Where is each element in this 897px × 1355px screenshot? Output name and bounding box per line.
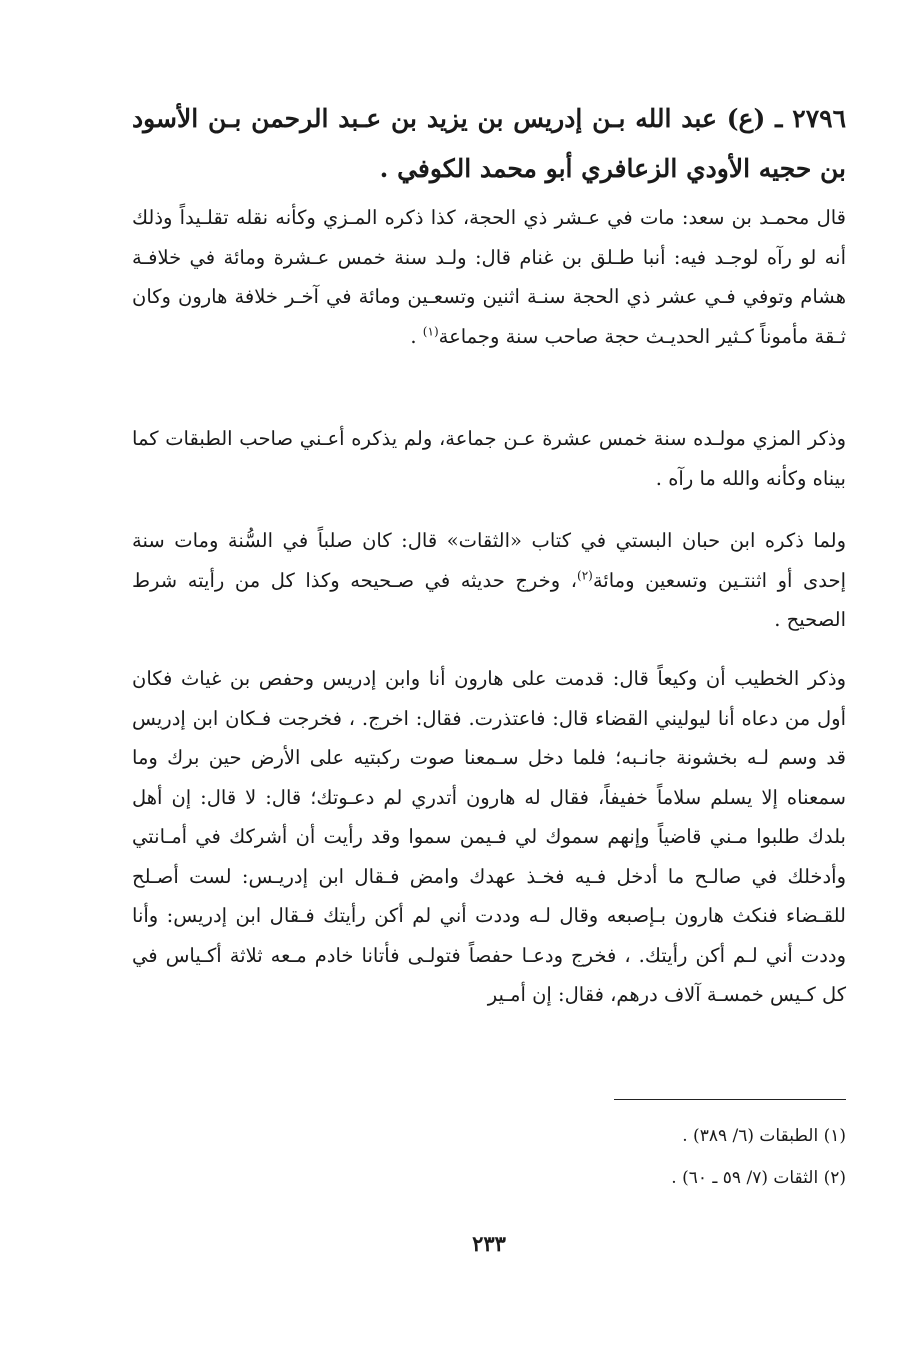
paragraph-text: ولما ذكره ابن حبان البستي في كتاب «الثقات» قال: كان صلباً في السُّنة ومات سنة إحدى أو اثنتـين وتسعين ومائة [132, 529, 846, 592]
footnote-1: (١) الطبقات (٦/ ٣٨٩) . [682, 1126, 846, 1146]
footnote-reference-1: (١) [422, 324, 439, 338]
footnote-2: (٢) الثقات (٧/ ٥٩ ـ ٦٠) . [671, 1168, 846, 1188]
paragraph-tail: ، وخرج حديثه في صـحيحه وكذا كل من رأيته شرط الصحيح . [132, 568, 846, 631]
footnote-reference-2: (٢) [577, 568, 593, 582]
paragraph-khatib [132, 659, 846, 1015]
paragraph-tail: . [410, 324, 423, 348]
footnote-divider [614, 1099, 846, 1100]
paragraph-text: وذكر المزي مولـده سنة خمس عشرة عـن جماعة، ولم يذكره أعـني صاحب الطبقات كما بيناه وكأنه والله ما رآه . [132, 427, 847, 490]
paragraph-ibn-saad [132, 198, 846, 356]
paragraph-text: قال محمـد بن سعد: مات في عـشر ذي الحجة، كذا ذكره المـزي وكأنه نقله تقلـيداً وذلك أنه لو رآه لوجـد فيه: أنبا طـلق بن غنام قال: ولـد سنة خمس عـشرة ومائة في خلافـة هشام وتوفي فـي عشر ذي الحجة سنـة اثنين وتسعـين ومائة في آخـر خلافة هارون وكان ثـقة مأموناً كـثير الحديـث حجة صاحب سنة وجماعة [132, 206, 846, 348]
paragraph-text: وذكر الخطيب أن وكيعاً قال: قدمت على هارون أنا وابن إدريس وحفص بن غياث فكان أول من دعاه أنا ليوليني القضاء قال: فاعتذرت. فقال: اخرج. ، فخرجت فـكان ابن إدريس قد وسم لـه بخشونة جانـبه؛ فلما دخل سـمعنا صوت ركبتيه على الأرض حين برك وما سمعناه إلا يسلم سلاماً خفيفاً، فقال له هارون أتدري لم دعـوتك؛ قال: لا قال: إن أهل بلدك طلبوا مـني قاضياً وإنهم سموك لي فـيمن سموا وقد رأيت أن أشركك في أمـانتي وأدخلك في صالـح ما أدخل فـيه فخـذ عهدك وامض فـقال ابن إدريـس: لست أصـلح للقـضاء فنكث هارون بـإصبعه وقال لـه وددت أني لم أكن رأيتك فـقال ابن إدريس: وأنا وددت أني لـم أكن رأيتك. ، فخرج ودعـا حفصاً فتولـى فأتانا خادم مـعه ثلاثة أكـياس في كل كـيس خمسـة آلاف درهم، فقال: إن أمـير [132, 667, 846, 1006]
book-page [132, 0, 846, 1355]
page-number: ٢٣٣ [472, 1231, 506, 1256]
entry-heading: ٢٧٩٦ ـ (ع) عبد الله بـن إدريس بن يزيد بن عـبد الرحمن بـن الأسود بن حجيه الأودي الزعافري أبو محمد الكوفي . [132, 104, 846, 183]
paragraph-ibn-hibban [132, 521, 846, 640]
paragraph-mizzi [132, 419, 846, 498]
